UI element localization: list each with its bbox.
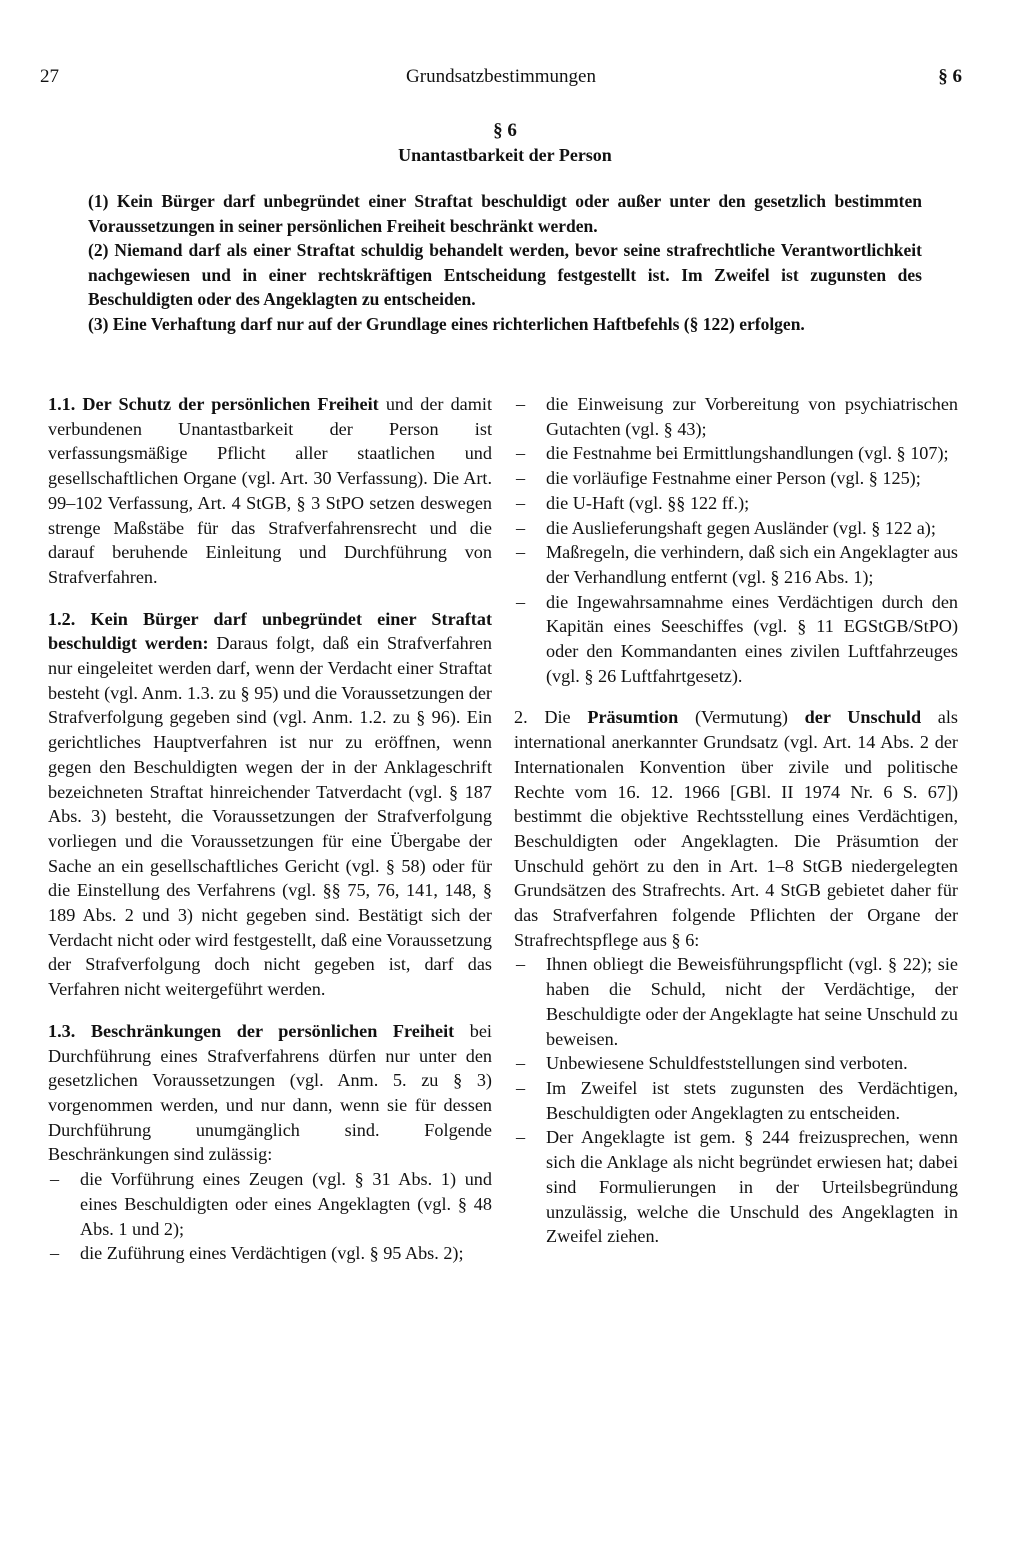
note-text: Die	[527, 707, 588, 728]
note-number: 1.3.	[48, 1020, 76, 1041]
list-item: – Im Zweifel ist stets zugunsten des Verdächtigen, Beschuldigten oder Angeklagten zu entscheiden.	[514, 1076, 958, 1125]
note-lead: Beschränkungen der persönlichen Freiheit	[90, 1020, 455, 1041]
statute-text	[88, 118, 922, 336]
note-lead: Präsumtion	[587, 707, 679, 728]
note-2	[514, 705, 958, 952]
note-1-2	[48, 607, 492, 1002]
note-lead: Kein Bürger darf unbegründet einer Straftat beschuldigt werden:	[48, 608, 493, 654]
note-text: als international anerkannter Grundsatz (vgl. Art. 14 Abs. 2 der Internationalen Konvention über zivile und politische Rechte vom 16. 12. 1966 [GBl. II 1974 Nr. 6 S. 67]) bestimmt die objektive Rechtsstellung eines Verdächtigen, Beschuldigten oder Angeklagten. Die Präsumtion der Unschuld gehört zu den in Art. 1–8 StGB niedergelegten Grundsätzen des Strafrechts. Art. 4 StGB gebietet daher für das Strafverfahren folgende Pflichten der Organe der Strafrechtspflege aus § 6:	[514, 707, 958, 950]
note-text: (Vermutung)	[678, 707, 805, 728]
page-header	[40, 66, 962, 96]
page-number: 27	[40, 66, 59, 87]
statute-paragraph-1: (1) Kein Bürger darf unbegründet einer Straftat beschuldigt oder außer unter den gesetzlich bestimmten Voraussetzungen in seiner persönlichen Freiheit beschränkt werden.	[88, 191, 922, 236]
note-number: 1.2.	[48, 608, 76, 629]
list-item: – die Vorführung eines Zeugen (vgl. § 31 Abs. 1) und eines Beschuldigten oder eines Angeklagten (vgl. § 48 Abs. 1 und 2);	[48, 1167, 492, 1241]
restrictions-list-continued	[514, 392, 958, 688]
running-title: Grundsatzbestimmungen	[406, 66, 596, 87]
list-item: – die Auslieferungshaft gegen Ausländer (vgl. § 122 a);	[514, 516, 958, 541]
list-item: – die Festnahme bei Ermittlungshandlungen (vgl. § 107);	[514, 441, 958, 466]
statute-paragraph-3: (3) Eine Verhaftung darf nur auf der Grundlage eines richterlichen Haftbefehls (§ 122) erfolgen.	[88, 313, 805, 334]
restrictions-list	[48, 1167, 492, 1266]
duties-list	[514, 952, 958, 1248]
note-text: Daraus folgt, daß ein Strafverfahren nur eingeleitet werden darf, wenn der Verdacht einer Straftat besteht (vgl. Anm. 1.3. zu § 95) und die Voraussetzungen der Strafverfolgung gegeben sind (vgl. Anm. 1.2. zu § 96). Ein gerichtliches Hauptverfahren ist nur zu eröffnen, wenn gegen den Beschuldigten wegen der in der Anklageschrift bezeichneten Straftat hinreichender Tatverdacht (vgl. § 187 Abs. 3) besteht, die Voraussetzungen der Strafverfolgung vorliegen und die Voraussetzungen für eine Übergabe der Sache an ein gesellschaftliches Gericht (vgl. § 58) oder für die Einstellung des Verfahrens (vgl. §§ 75, 76, 141, 148, § 189 Abs. 2 und 3) nicht gegeben sind. Bestätigt sich der Verdacht nicht oder wird festgestellt, daß eine Voraussetzung der Strafverfolgung doch nicht gegeben ist, darf das Verfahren nicht weitergeführt werden.	[48, 633, 493, 1000]
header-section-number: § 6	[938, 66, 962, 87]
section-title: Unantastbarkeit der Person	[398, 145, 612, 165]
note-lead: Der Schutz der persönlichen Freiheit	[82, 394, 379, 414]
note-number: 1.1.	[48, 394, 76, 414]
list-item: – Maßregeln, die verhindern, daß sich ein Angeklagter aus der Verhandlung entfernt (vgl. § 216 Abs. 1);	[514, 540, 958, 589]
note-text: bei Durchführung eines Strafverfahrens dürfen nur unter den gesetzlichen Voraussetzungen (vgl. Anm. 5. zu § 3) vorgenommen werden, und nur dann, wenn sie für dessen Durchführung unumgänglich sind. Folgende Beschränkungen sind zulässig:	[48, 1020, 492, 1165]
list-item: – Ihnen obliegt die Beweisführungspflicht (vgl. § 22); sie haben die Schuld, nicht der Verdächtige, der Beschuldigte oder der Angeklagte hat seine Unschuld zu beweisen.	[514, 952, 958, 1051]
list-item: – die vorläufige Festnahme einer Person (vgl. § 125);	[514, 466, 958, 491]
list-item: – Der Angeklagte ist gem. § 244 freizusprechen, wenn sich die Anklage als nicht begründet erwiesen hat; dabei sind Formulierungen in der Urteilsbegründung unzulässig, welche die Unschuld des Angeklagten in Zweifel ziehen.	[514, 1125, 958, 1249]
list-item: – die Zuführung eines Verdächtigen (vgl. § 95 Abs. 2);	[48, 1241, 492, 1266]
statute-paragraph-2: (2) Niemand darf als einer Straftat schuldig behandelt werden, bevor seine strafrechtliche Verantwortlichkeit nachgewiesen und in einer rechtskräftigen Entscheidung festgestellt ist. Im Zweifel ist zugunsten des Beschuldigten oder des Angeklagten zu entscheiden.	[88, 240, 922, 309]
list-item: – die U-Haft (vgl. §§ 122 ff.);	[514, 491, 958, 516]
commentary-right-column	[514, 392, 958, 1266]
note-1-1	[48, 392, 492, 590]
commentary-left-column	[48, 392, 492, 1283]
note-1-3	[48, 1019, 492, 1167]
section-number: § 6	[493, 120, 517, 141]
list-item: – die Ingewahrsamnahme eines Verdächtigen durch den Kapitän eines Seeschiffes (vgl. § 11 EGStGB/StPO) oder den Kommandanten eines zivilen Luftfahrzeuges (vgl. § 26 Luftfahrtgesetz).	[514, 590, 958, 689]
list-item: – Unbewiesene Schuldfeststellungen sind verboten.	[514, 1051, 958, 1076]
note-text: und der damit verbundenen Unantastbarkeit der Person ist verfassungsmäßige Pflicht aller staatlichen und gesellschaftlichen Organe (vgl. Art. 30 Verfassung). Die Art. 99–102 Verfassung, Art. 4 StGB, § 3 StPO setzen deswegen strenge Maßstäbe für das Strafverfahrensrecht und die darauf beruhende Einleitung und Durchführung von Strafverfahren.	[48, 394, 493, 587]
list-item: – die Einweisung zur Vorbereitung von psychiatrischen Gutachten (vgl. § 43);	[514, 392, 958, 441]
note-lead: der Unschuld	[804, 707, 922, 728]
note-number: 2.	[514, 707, 528, 728]
